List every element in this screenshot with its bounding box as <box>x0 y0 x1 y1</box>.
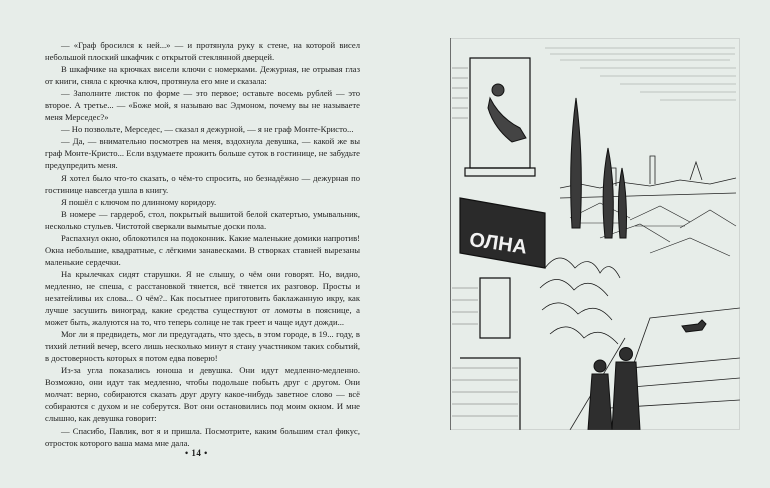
street-scene-drawing <box>450 38 740 430</box>
paragraph: — Заполните листок по форме — это первое; оставьте восемь рублей — это второе. А третье... — «Боже мой, я называю вас Эдмоном, почему вы не называете меня Мерседес?» <box>45 88 360 123</box>
text-block <box>45 39 360 449</box>
page-number: • 14 • <box>185 448 208 458</box>
paragraph: Я хотел было что-то сказать, о чём-то спросить, но безнадёжно — дежурная по гостинице навсегда ушла в книгу. <box>45 172 360 195</box>
paragraph: — Спасибо, Павлик, вот я и пришла. Посмотрите, каким большим стал фикус, отросток которого ваша мама мне дала. <box>45 425 360 448</box>
sign-text: ОЛНА <box>467 228 529 259</box>
paragraph: В шкафчике на крючках висели ключи с номерками. Дежурная, не отрывая глаз от книги, сняла с крючка ключ, протянула его мне и сказала: <box>45 64 360 87</box>
paragraph: Мог ли я предвидеть, мог ли предугадать, что здесь, в этом городе, в 19... году, в тихий летний вечер, всего лишь несколько минут я стану участником таких событий, в достоверность которых я потом едва поверю! <box>45 329 360 364</box>
paragraph: В номере — гардероб, стол, покрытый вышитой белой скатертью, умывальник, несколько стульев. Чистотой сверкали вымытые доски пола. <box>45 208 360 231</box>
paragraph: — Но позвольте, Мерседес, — сказал я дежурной, — я не граф Монте-Кристо... <box>61 124 354 135</box>
paragraph: На крылечках сидят старушки. Я не слышу, о чём они говорят. Но, видно, медленно, не спеша, с расстановкой тянется, всё тянется их разговор. Просты и незатейливы их слова... О чём?.. Как посытнее приготовить баклажанную икру, как лучше засушить виноград, какие средства существуют от ломоты в пояснице, а может быть, жалуются на то, что теперь солнце не так греет и чаще идут дожди... <box>45 268 360 328</box>
paragraph: Из-за угла показались юноша и девушка. Они идут медленно-медленно. Возможно, они идут так медленно, чтобы подольше побыть друг с другом. Они молчат: верно, собираются сказать друг другу какое-нибудь заветное слово — всё собираются с духом и не соберутся. Вот они остановились под моим окном. И мне слышно, как девушка говорит: <box>45 365 360 424</box>
paragraph: Распахнул окно, облокотился на подоконник. Какие маленькие домики напротив! Окна небольшие, квадратные, с лёгкими занавесками. В створках ставней вырезаны маленькие сердечки. <box>45 232 360 267</box>
illustration <box>450 38 740 430</box>
paragraph: — «Граф бросился к ней...» — и протянула руку к стене, на которой висел небольшой плоский шкафчик с открытой стеклянной дверцей. <box>45 40 360 63</box>
paragraph: — Да, — внимательно посмотрев на меня, вздохнула девушка, — какой же вы граф Монте-Кристо... Если вздумаете прожить больше суток в гостинице, не забудьте предупредить меня. <box>45 136 360 171</box>
paragraph: Я пошёл с ключом по длинному коридору. <box>61 196 217 207</box>
